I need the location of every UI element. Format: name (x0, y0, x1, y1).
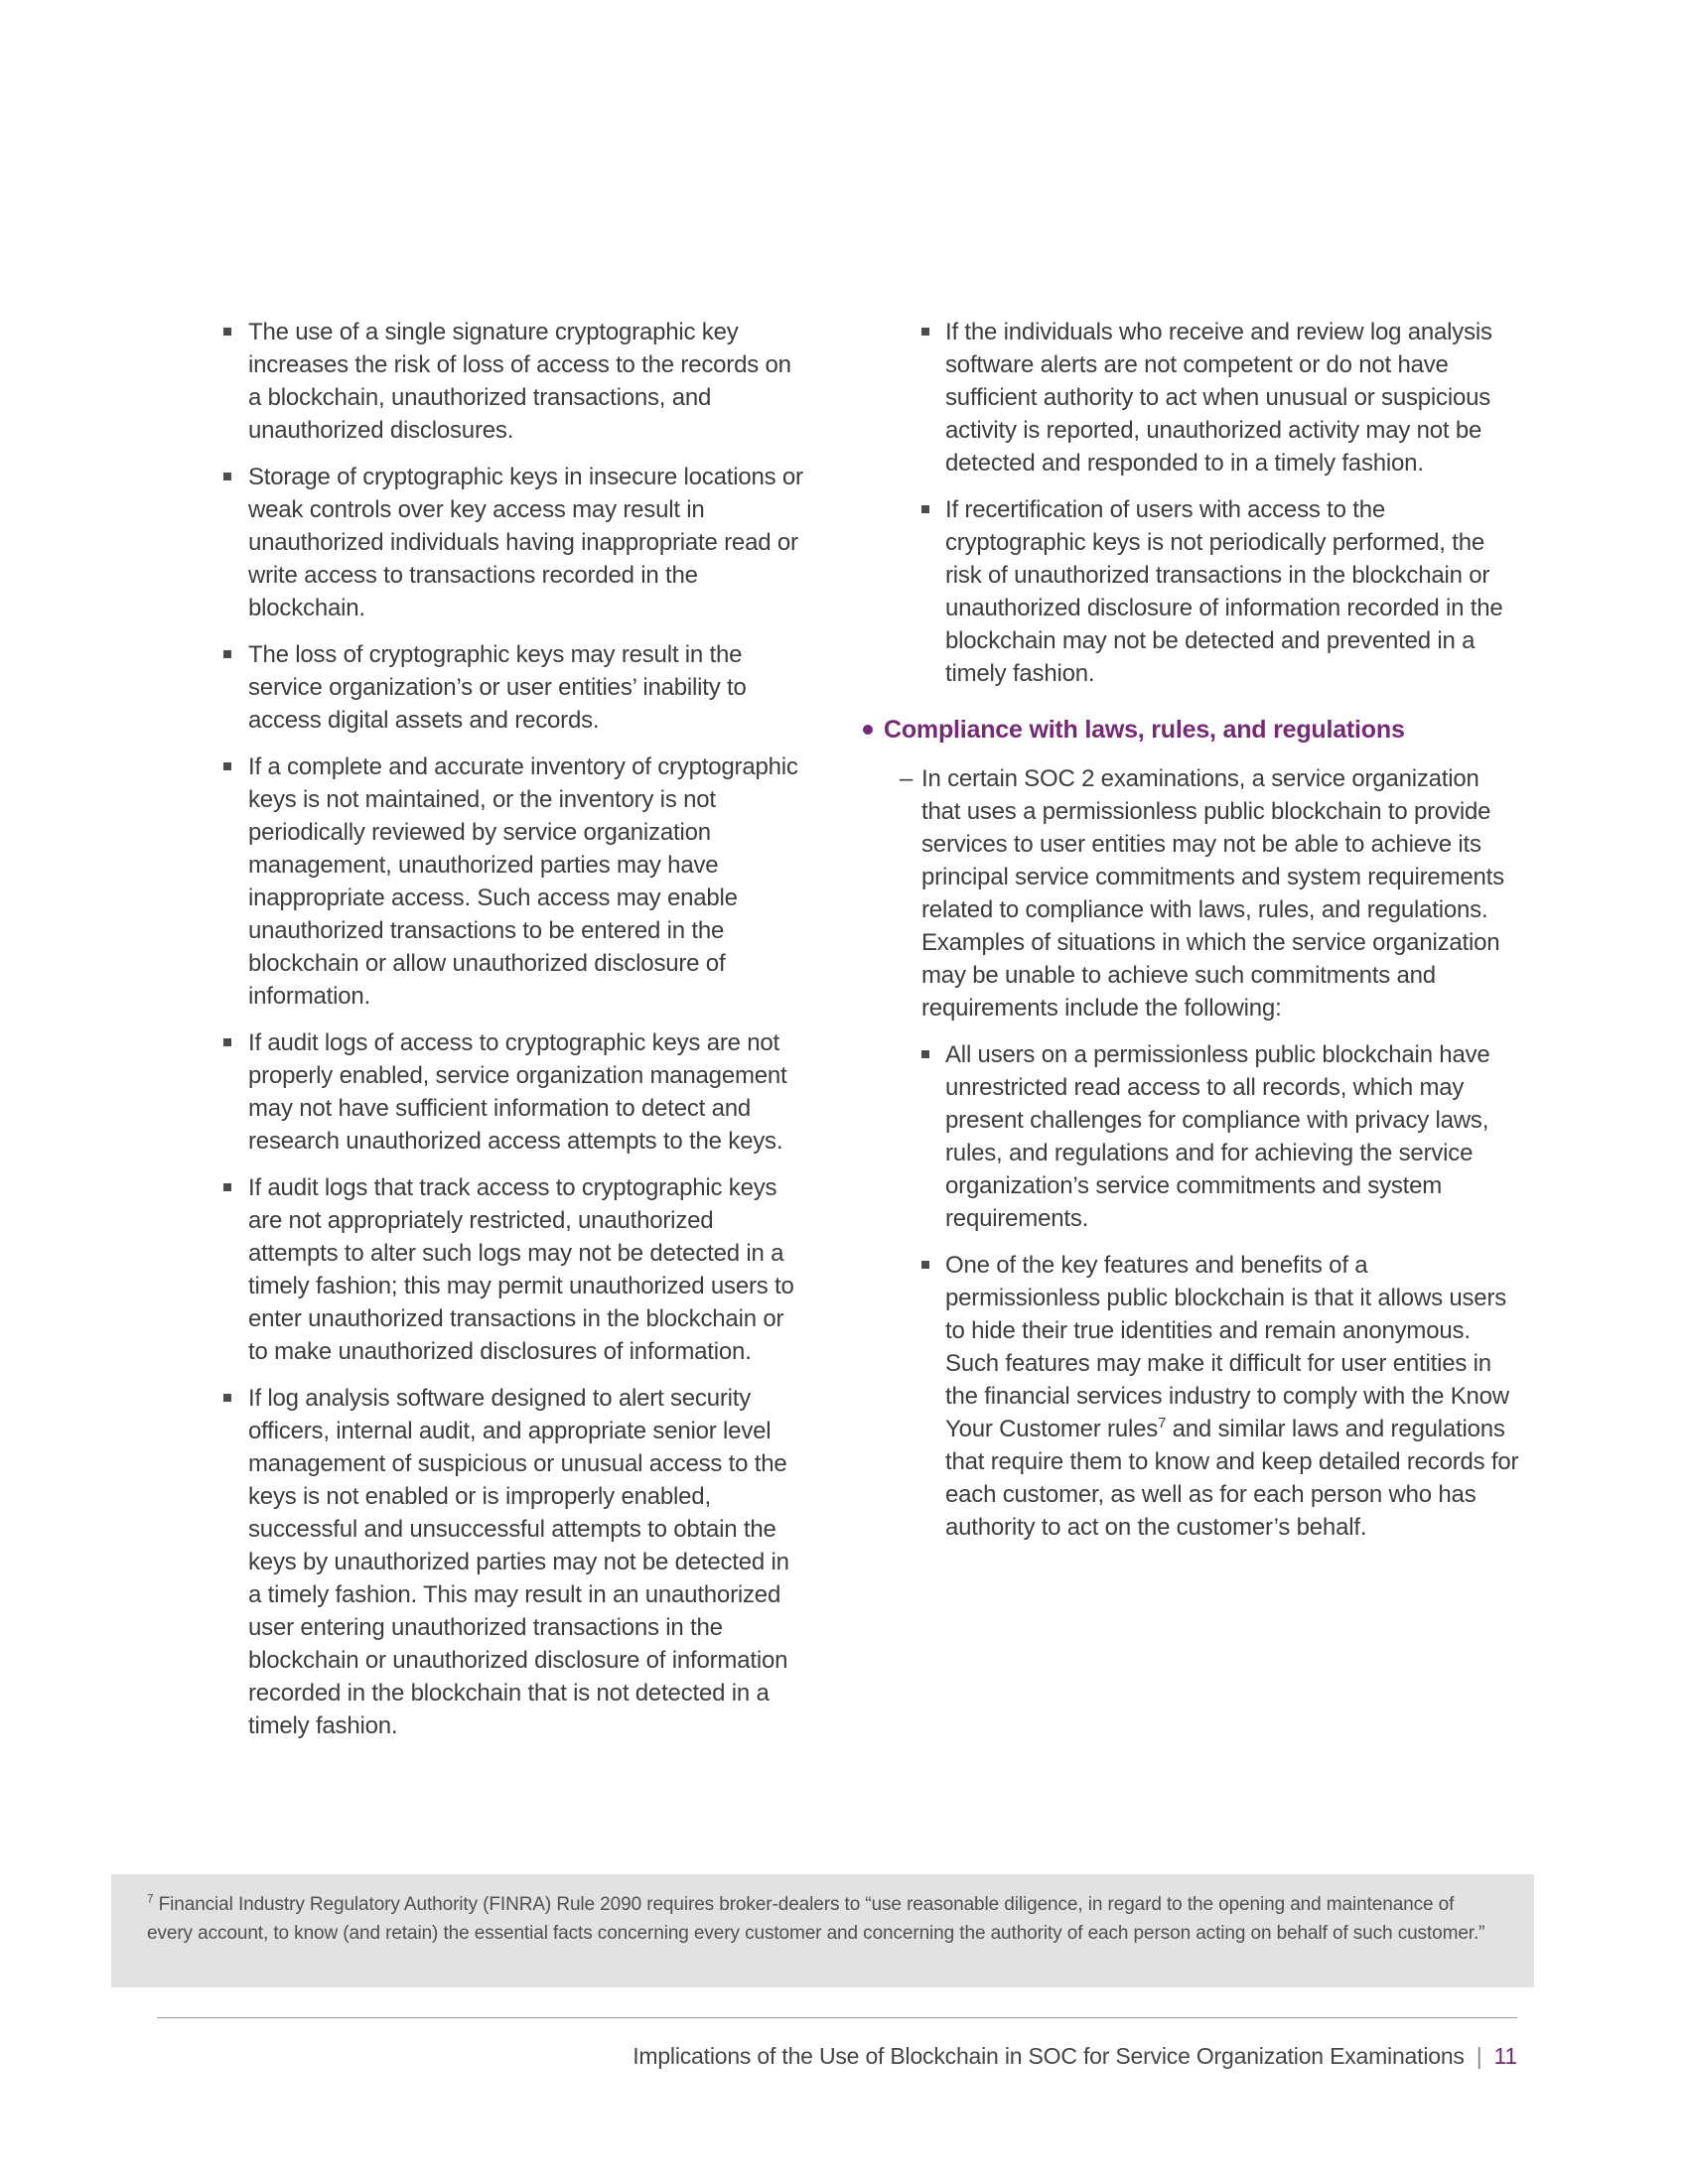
bullet-text: The loss of cryptographic keys may result in the service organization’s or user entities’ inability to access digital assets and records. (248, 641, 747, 734)
square-bullet-icon (223, 762, 231, 770)
list-item (223, 638, 804, 737)
bullet-text (945, 1252, 1518, 1541)
bullet-text-post: and similar laws and regulations that require them to know and keep detailed records for each customer, as well as for each person who has authority to act on the customer’s behalf. (945, 1416, 1519, 1541)
square-bullet-icon (223, 473, 231, 480)
square-bullet-icon (223, 328, 231, 336)
bullet-text: If the individuals who receive and review log analysis software alerts are not competent or do not have sufficient authority to act when unusual or suspicious activity is reported, unauthorized activity may not be detected and responded to in a timely fashion. (945, 319, 1492, 477)
footnote-reference: 7 (1158, 1416, 1167, 1432)
list-item (223, 751, 804, 1013)
square-bullet-icon (223, 1038, 231, 1046)
dash-bullet-icon: – (900, 765, 914, 792)
square-bullet-icon (921, 505, 929, 513)
list-item (859, 316, 1521, 479)
dash-list-item (859, 762, 1521, 1024)
page-number: 11 (1493, 2043, 1517, 2069)
bullet-text: If a complete and accurate inventory of cryptographic keys is not maintained, or the inventory is not periodically reviewed by service organization management, unauthorized parties may have inappropriate access. Such access may enable unauthorized transactions to be entered in the blockchain or allow unauthorized disclosure of information. (248, 753, 798, 1010)
bullet-text: If audit logs that track access to cryptographic keys are not appropriately restricted, unauthorized attempts to alter such logs may not be detected in a timely fashion; this may permit unauthorized users to enter unauthorized transactions in the blockchain or to make unauthorized disclosures of information. (248, 1174, 794, 1365)
bullet-text: All users on a permissionless public blockchain have unrestricted read access to all records, which may present challenges for compliance with privacy laws, rules, and regulations and for achieving the service organization’s service commitments and system requirements. (945, 1041, 1490, 1232)
square-bullet-icon (223, 1394, 231, 1402)
section-heading: Compliance with laws, rules, and regulations (884, 716, 1405, 744)
list-item (223, 461, 804, 624)
right-column (859, 316, 1521, 1558)
footer-title: Implications of the Use of Blockchain in SOC for Service Organization Examinations (633, 2043, 1465, 2069)
list-item (223, 1171, 804, 1368)
bullet-text: If log analysis software designed to alert security officers, internal audit, and appropriate senior level management of suspicious or unusual access to the keys is not enabled or is improperly enabled, successful and unsuccessful attempts to obtain the keys by unauthorized parties may not be detected in a timely fashion. This may result in an unauthorized user entering unauthorized transactions in the blockchain or unauthorized disclosure of information recorded in the blockchain that is not detected in a timely fashion. (248, 1385, 789, 1739)
left-column (223, 316, 804, 1756)
list-item (223, 1382, 804, 1742)
square-bullet-icon (223, 650, 231, 658)
list-item (859, 1249, 1521, 1544)
list-item (859, 1038, 1521, 1235)
bullet-text: Storage of cryptographic keys in insecure locations or weak controls over key access may result in unauthorized individuals having inappropriate read or write access to transactions recorded in the blockchain. (248, 464, 803, 621)
square-bullet-icon (223, 1183, 231, 1191)
footnote-box (111, 1874, 1534, 1987)
footer-divider (157, 2017, 1517, 2018)
square-bullet-icon (921, 1261, 929, 1269)
round-bullet-icon (863, 725, 873, 735)
footnote-text: Financial Industry Regulatory Authority (FINRA) Rule 2090 requires broker-dealers to “use reasonable diligence, in regard to the opening and maintenance of every account, to know (and retain) the essential facts concerning every customer and concerning the authority of each person acting on behalf of such customer.” (147, 1894, 1485, 1944)
list-item (223, 1026, 804, 1158)
bullet-text-pre: One of the key features and benefits of a permissionless public blockchain is that it allows users to hide their true identities and remain anonymous. Such features may make it difficult for user entities in the financial services industry to comply with the Know Your Customer rules (945, 1252, 1509, 1442)
square-bullet-icon (921, 1050, 929, 1058)
list-item (859, 493, 1521, 690)
bullet-text: If recertification of users with access to the cryptographic keys is not periodically performed, the risk of unauthorized transactions in the blockchain or unauthorized disclosure of information recorded in the blockchain may not be detected and prevented in a timely fashion. (945, 496, 1503, 687)
page-footer (157, 2043, 1517, 2070)
square-bullet-icon (921, 328, 929, 336)
footnote-number: 7 (147, 1892, 154, 1906)
bullet-text: The use of a single signature cryptographic key increases the risk of loss of access to the records on a blockchain, unauthorized transactions, and unauthorized disclosures. (248, 319, 791, 444)
list-item (223, 316, 804, 447)
dash-item-text: In certain SOC 2 examinations, a service organization that uses a permissionless public blockchain to provide services to user entities may not be able to achieve its principal service commitments and system requirements related to compliance with laws, rules, and regulations. Examples of situations in which the service organization may be unable to achieve such commitments and requirements include the following: (921, 765, 1504, 1022)
section-heading-row (859, 714, 1521, 747)
bullet-text: If audit logs of access to cryptographic keys are not properly enabled, service organization management may not have sufficient information to detect and research unauthorized access attempts to the keys. (248, 1029, 787, 1155)
footer-separator: | (1476, 2043, 1482, 2069)
